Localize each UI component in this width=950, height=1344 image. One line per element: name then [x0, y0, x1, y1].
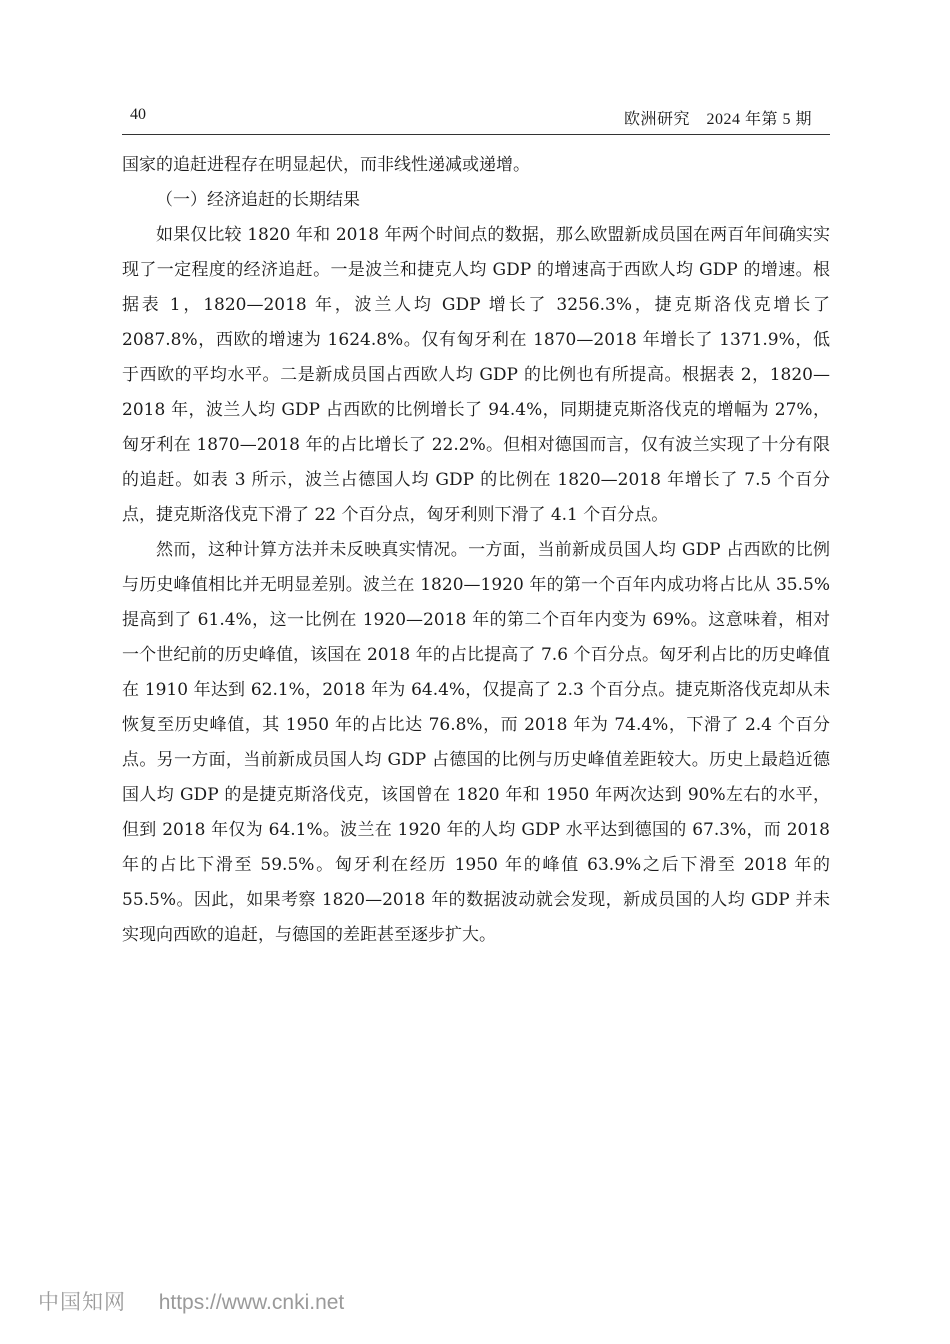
page-header — [122, 104, 830, 135]
journal-info: 欧洲研究 2024 年第 5 期 — [623, 111, 812, 128]
section-heading: （一）经济追赶的长期结果 — [156, 190, 360, 210]
article-body — [122, 148, 830, 953]
cnki-site-url[interactable]: https://www.cnki.net — [158, 1291, 345, 1314]
paragraph-2: 然而，这种计算方法并未反映真实情况。一方面，当前新成员国人均 GDP 占西欧的比例与历史峰值相比并无明显差别。波兰在 1820—1920 年的第一个百年内成功将占比从 35.5%提高到了 61.4%，这一比例在 1920—2018 年的第二个百年内变为 69%。这意味着，相对一个世纪前的历史峰值，该国在 2018 年的占比提高了 7.6 个百分点。匈牙利占比的历史峰值在 1910 年达到 62.1%，2018 年为 64.4%，仅提高了 2.3 个百分点。捷克斯洛伐克却从未恢复至历史峰值，其 1950 年的占比达 76.8%，而 2018 年为 74.4%，下滑了 2.4 个百分点。另一方面，当前新成员国人均 GDP 占德国的比例与历史峰值差距较大。历史上最趋近德国人均 GDP 的是捷克斯洛伐克，该国曾在 1820 年和 1950 年两次达到 90%左右的水平，但到 2018 年仅为 64.1%。波兰在 1920 年的人均 GDP 水平达到德国的 67.3%，而 2018 年的占比下滑至 59.5%。匈牙利在经历 1950 年的峰值 63.9%之后下滑至 2018 年的 55.5%。因此，如果考察 1820—2018 年的数据波动就会发现，新成员国的人均 GDP 并未实现向西欧的追赶，与德国的差距甚至逐步扩大。 — [122, 540, 830, 945]
continuation-text: 国家的追赶进程存在明显起伏，而非线性递减或递增。 — [122, 155, 530, 175]
paragraph-1: 如果仅比较 1820 年和 2018 年两个时间点的数据，那么欧盟新成员国在两百年间确实实现了一定程度的经济追赶。一是波兰和捷克人均 GDP 的增速高于西欧人均 GDP 的增速。根据表 1，1820—2018 年，波兰人均 GDP 增长了 3256.3%，捷克斯洛伐克增长了 2087.8%，西欧的增速为 1624.8%。仅有匈牙利在 1870—2018 年增长了 1371.9%，低于西欧的平均水平。二是新成员国占西欧人均 GDP 的比例也有所提高。根据表 2，1820—2018 年，波兰人均 GDP 占西欧的比例增长了 94.4%，同期捷克斯洛伐克的增幅为 27%，匈牙利在 1870—2018 年的占比增长了 22.2%。但相对德国而言，仅有波兰实现了十分有限的追赶。如表 3 所示，波兰占德国人均 GDP 的比例在 1820—2018 年增长了 7.5 个百分点，捷克斯洛伐克下滑了 22 个百分点，匈牙利则下滑了 4.1 个百分点。 — [122, 225, 830, 525]
page-number: 40 — [130, 106, 146, 123]
watermark-footer — [38, 1286, 344, 1316]
cnki-site-name: 中国知网 — [38, 1290, 126, 1314]
